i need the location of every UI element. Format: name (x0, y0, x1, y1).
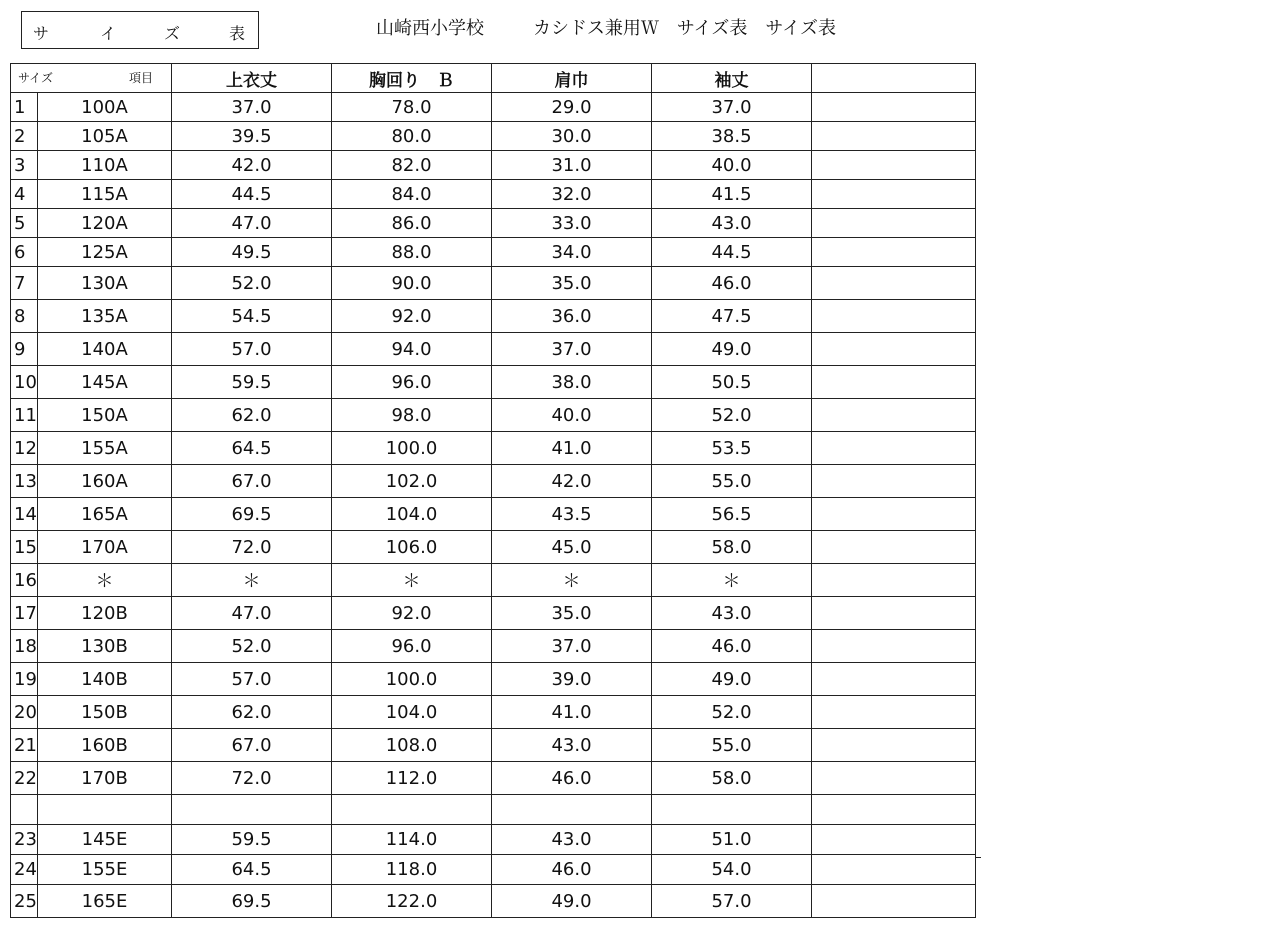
sleeve-cell: 41.5 (652, 180, 812, 209)
table-row (11, 498, 976, 531)
table-row (11, 885, 976, 918)
length-cell: 57.0 (172, 333, 332, 366)
chest-cell: 84.0 (332, 180, 492, 209)
blank-cell (812, 399, 976, 432)
size-cell: 165A (38, 498, 172, 531)
chest-cell: 118.0 (332, 855, 492, 885)
length-cell: 67.0 (172, 729, 332, 762)
sleeve-cell: 43.0 (652, 597, 812, 630)
size-cell: 160B (38, 729, 172, 762)
row-number-cell: 19 (11, 663, 38, 696)
length-cell: 52.0 (172, 630, 332, 663)
table-row (11, 696, 976, 729)
sleeve-cell: 54.0 (652, 855, 812, 885)
row-number-cell: 13 (11, 465, 38, 498)
shoulder-cell: 37.0 (492, 630, 652, 663)
length-cell: 54.5 (172, 300, 332, 333)
chest-cell (332, 795, 492, 825)
chest-cell: 88.0 (332, 238, 492, 267)
length-cell: 42.0 (172, 151, 332, 180)
blank-cell (812, 795, 976, 825)
row-number-cell: 15 (11, 531, 38, 564)
chest-cell: 104.0 (332, 696, 492, 729)
length-cell: 49.5 (172, 238, 332, 267)
length-cell: 59.5 (172, 366, 332, 399)
length-cell: 64.5 (172, 432, 332, 465)
length-cell: ＊ (172, 564, 332, 597)
blank-cell (812, 597, 976, 630)
shoulder-cell: 39.0 (492, 663, 652, 696)
shoulder-cell: 29.0 (492, 93, 652, 122)
blank-cell (812, 432, 976, 465)
table-row (11, 366, 976, 399)
blank-cell (812, 93, 976, 122)
row-number-cell (11, 795, 38, 825)
length-cell: 37.0 (172, 93, 332, 122)
blank-cell (812, 885, 976, 918)
size-cell: 155E (38, 855, 172, 885)
sleeve-cell: 58.0 (652, 762, 812, 795)
sleeve-cell: 43.0 (652, 209, 812, 238)
header-size-item-cell (11, 64, 172, 93)
size-table-title-box (21, 11, 259, 49)
sleeve-cell: 49.0 (652, 333, 812, 366)
size-table (10, 63, 976, 918)
header-sleeve: 袖丈 (652, 64, 812, 93)
size-cell: 160A (38, 465, 172, 498)
chest-cell: 114.0 (332, 825, 492, 855)
table-row (11, 180, 976, 209)
blank-cell (812, 267, 976, 300)
sleeve-cell: 52.0 (652, 399, 812, 432)
row-number-cell: 12 (11, 432, 38, 465)
blank-cell (812, 825, 976, 855)
row-number-cell: 5 (11, 209, 38, 238)
size-cell: ＊ (38, 564, 172, 597)
sleeve-cell (652, 795, 812, 825)
shoulder-cell (492, 795, 652, 825)
chest-cell: 92.0 (332, 300, 492, 333)
row-number-cell: 7 (11, 267, 38, 300)
shoulder-cell: 40.0 (492, 399, 652, 432)
row-number-cell: 10 (11, 366, 38, 399)
shoulder-cell: 45.0 (492, 531, 652, 564)
shoulder-cell: 37.0 (492, 333, 652, 366)
row-number-cell: 16 (11, 564, 38, 597)
size-cell (38, 795, 172, 825)
table-row (11, 151, 976, 180)
blank-cell (812, 209, 976, 238)
size-cell: 130B (38, 630, 172, 663)
sleeve-cell: 46.0 (652, 630, 812, 663)
row-number-cell: 24 (11, 855, 38, 885)
header-chest: 胸回り Ｂ (332, 64, 492, 93)
blank-cell (812, 180, 976, 209)
size-cell: 140B (38, 663, 172, 696)
chest-cell: 112.0 (332, 762, 492, 795)
row-number-cell: 21 (11, 729, 38, 762)
row-number-cell: 20 (11, 696, 38, 729)
shoulder-cell: 36.0 (492, 300, 652, 333)
length-cell: 69.5 (172, 885, 332, 918)
shoulder-cell: 34.0 (492, 238, 652, 267)
length-cell: 47.0 (172, 597, 332, 630)
length-cell (172, 795, 332, 825)
table-row (11, 465, 976, 498)
chest-cell: 100.0 (332, 663, 492, 696)
blank-cell (812, 465, 976, 498)
size-cell: 135A (38, 300, 172, 333)
chest-cell: 78.0 (332, 93, 492, 122)
length-cell: 69.5 (172, 498, 332, 531)
shoulder-cell: 49.0 (492, 885, 652, 918)
sleeve-cell: 52.0 (652, 696, 812, 729)
sleeve-cell: 57.0 (652, 885, 812, 918)
stray-line (975, 857, 981, 858)
chest-cell: 82.0 (332, 151, 492, 180)
length-cell: 59.5 (172, 825, 332, 855)
blank-cell (812, 151, 976, 180)
size-cell: 145A (38, 366, 172, 399)
size-cell: 150B (38, 696, 172, 729)
size-cell: 150A (38, 399, 172, 432)
size-cell: 165E (38, 885, 172, 918)
shoulder-cell: ＊ (492, 564, 652, 597)
row-number-cell: 2 (11, 122, 38, 151)
shoulder-cell: 35.0 (492, 597, 652, 630)
title-box-char: イ (100, 24, 117, 43)
sleeve-cell: 46.0 (652, 267, 812, 300)
sleeve-cell: 38.5 (652, 122, 812, 151)
length-cell: 72.0 (172, 531, 332, 564)
length-cell: 62.0 (172, 399, 332, 432)
blank-cell (812, 122, 976, 151)
length-cell: 47.0 (172, 209, 332, 238)
chest-cell: 108.0 (332, 729, 492, 762)
document-title: カシドス兼用Ｗ サイズ表 サイズ表 (533, 18, 836, 39)
length-cell: 57.0 (172, 663, 332, 696)
size-cell: 110A (38, 151, 172, 180)
chest-cell: 96.0 (332, 630, 492, 663)
shoulder-cell: 38.0 (492, 366, 652, 399)
table-row (11, 93, 976, 122)
row-number-cell: 9 (11, 333, 38, 366)
shoulder-cell: 46.0 (492, 855, 652, 885)
header-blank (812, 64, 976, 93)
blank-cell (812, 729, 976, 762)
sleeve-cell: 55.0 (652, 465, 812, 498)
table-row (11, 795, 976, 825)
size-cell: 140A (38, 333, 172, 366)
chest-cell: 104.0 (332, 498, 492, 531)
size-cell: 155A (38, 432, 172, 465)
size-cell: 105A (38, 122, 172, 151)
header-length: 上衣丈 (172, 64, 332, 93)
blank-cell (812, 300, 976, 333)
row-number-cell: 3 (11, 151, 38, 180)
sleeve-cell: 51.0 (652, 825, 812, 855)
row-number-cell: 18 (11, 630, 38, 663)
sleeve-cell: 47.5 (652, 300, 812, 333)
chest-cell: 90.0 (332, 267, 492, 300)
row-number-cell: 8 (11, 300, 38, 333)
shoulder-cell: 35.0 (492, 267, 652, 300)
shoulder-cell: 42.0 (492, 465, 652, 498)
blank-cell (812, 696, 976, 729)
blank-cell (812, 762, 976, 795)
shoulder-cell: 33.0 (492, 209, 652, 238)
title-box-char: サ (33, 24, 50, 43)
size-cell: 170B (38, 762, 172, 795)
header-shoulder: 肩巾 (492, 64, 652, 93)
table-row (11, 399, 976, 432)
sleeve-cell: 53.5 (652, 432, 812, 465)
table-row (11, 564, 976, 597)
row-number-cell: 4 (11, 180, 38, 209)
shoulder-cell: 41.0 (492, 432, 652, 465)
row-number-cell: 6 (11, 238, 38, 267)
sleeve-cell: 55.0 (652, 729, 812, 762)
chest-cell: 102.0 (332, 465, 492, 498)
row-number-cell: 14 (11, 498, 38, 531)
size-cell: 130A (38, 267, 172, 300)
school-name: 山崎西小学校 (376, 18, 484, 39)
length-cell: 67.0 (172, 465, 332, 498)
title-box-char: ズ (164, 24, 181, 43)
chest-cell: 100.0 (332, 432, 492, 465)
blank-cell (812, 531, 976, 564)
size-cell: 115A (38, 180, 172, 209)
blank-cell (812, 855, 976, 885)
sleeve-cell: 58.0 (652, 531, 812, 564)
sleeve-cell: 44.5 (652, 238, 812, 267)
chest-cell: 98.0 (332, 399, 492, 432)
blank-cell (812, 333, 976, 366)
sleeve-cell: 56.5 (652, 498, 812, 531)
blank-cell (812, 366, 976, 399)
title-box-char: 表 (229, 24, 246, 43)
row-number-cell: 1 (11, 93, 38, 122)
chest-cell: ＊ (332, 564, 492, 597)
table-row (11, 825, 976, 855)
length-cell: 39.5 (172, 122, 332, 151)
table-row (11, 729, 976, 762)
shoulder-cell: 32.0 (492, 180, 652, 209)
sleeve-cell: 37.0 (652, 93, 812, 122)
blank-cell (812, 630, 976, 663)
shoulder-cell: 41.0 (492, 696, 652, 729)
table-row (11, 333, 976, 366)
table-header-row (11, 64, 976, 93)
chest-cell: 122.0 (332, 885, 492, 918)
length-cell: 52.0 (172, 267, 332, 300)
row-number-cell: 17 (11, 597, 38, 630)
length-cell: 64.5 (172, 855, 332, 885)
row-number-cell: 25 (11, 885, 38, 918)
header-item-label: 項目 (129, 71, 154, 85)
shoulder-cell: 43.0 (492, 729, 652, 762)
length-cell: 72.0 (172, 762, 332, 795)
chest-cell: 92.0 (332, 597, 492, 630)
header-size-label: サイズ (18, 71, 54, 85)
shoulder-cell: 43.0 (492, 825, 652, 855)
sleeve-cell: 40.0 (652, 151, 812, 180)
table-row (11, 432, 976, 465)
table-row (11, 630, 976, 663)
table-row (11, 267, 976, 300)
chest-cell: 80.0 (332, 122, 492, 151)
size-cell: 125A (38, 238, 172, 267)
size-cell: 145E (38, 825, 172, 855)
shoulder-cell: 46.0 (492, 762, 652, 795)
chest-cell: 94.0 (332, 333, 492, 366)
blank-cell (812, 498, 976, 531)
shoulder-cell: 43.5 (492, 498, 652, 531)
chest-cell: 86.0 (332, 209, 492, 238)
row-number-cell: 22 (11, 762, 38, 795)
sleeve-cell: 49.0 (652, 663, 812, 696)
shoulder-cell: 31.0 (492, 151, 652, 180)
size-cell: 170A (38, 531, 172, 564)
sleeve-cell: 50.5 (652, 366, 812, 399)
sleeve-cell: ＊ (652, 564, 812, 597)
length-cell: 62.0 (172, 696, 332, 729)
blank-cell (812, 663, 976, 696)
table-row (11, 300, 976, 333)
size-cell: 120B (38, 597, 172, 630)
size-cell: 100A (38, 93, 172, 122)
shoulder-cell: 30.0 (492, 122, 652, 151)
table-row (11, 122, 976, 151)
blank-cell (812, 238, 976, 267)
chest-cell: 106.0 (332, 531, 492, 564)
table-row (11, 209, 976, 238)
table-row (11, 855, 976, 885)
size-cell: 120A (38, 209, 172, 238)
row-number-cell: 23 (11, 825, 38, 855)
row-number-cell: 11 (11, 399, 38, 432)
table-row (11, 597, 976, 630)
table-row (11, 238, 976, 267)
blank-cell (812, 564, 976, 597)
table-row (11, 663, 976, 696)
chest-cell: 96.0 (332, 366, 492, 399)
table-row (11, 762, 976, 795)
length-cell: 44.5 (172, 180, 332, 209)
table-row (11, 531, 976, 564)
